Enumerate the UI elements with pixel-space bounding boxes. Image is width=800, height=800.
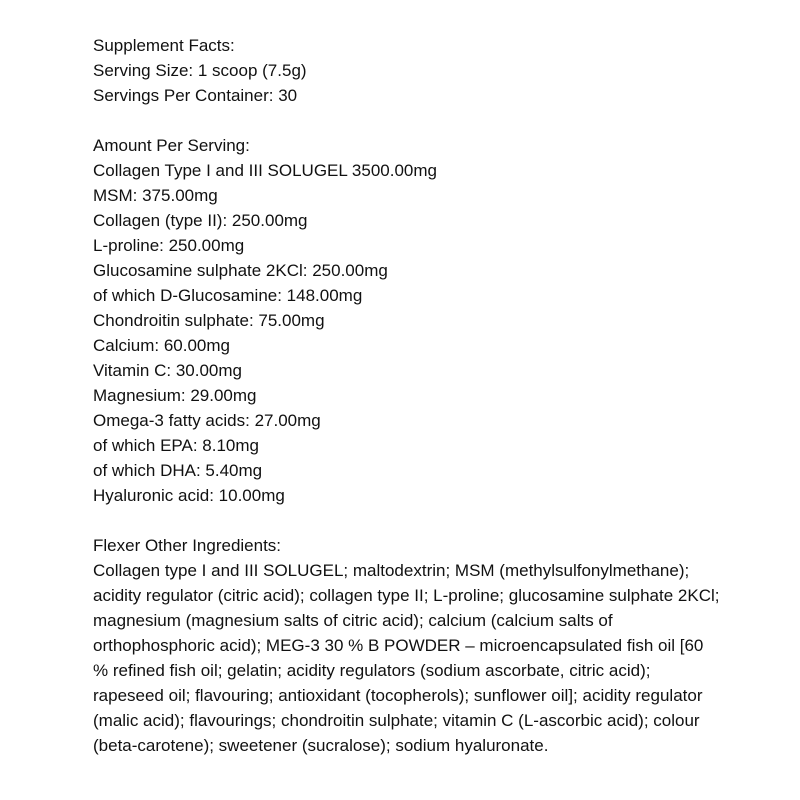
- servings-per-container: Servings Per Container: 30: [93, 86, 298, 105]
- nutrient-item: Chondroitin sulphate: 75.00mg: [93, 311, 325, 330]
- nutrient-item: of which D-Glucosamine: 148.00mg: [93, 286, 363, 305]
- section-spacer: [93, 508, 733, 533]
- nutrient-item: Glucosamine sulphate 2KCl: 250.00mg: [93, 261, 388, 280]
- nutrient-item: Collagen Type I and III SOLUGEL 3500.00mg: [93, 161, 437, 180]
- other-ingredients-text: Collagen type I and III SOLUGEL; maltodextrin; MSM (methylsulfonylmethane); acidity regulator (citric acid); collagen type II; L-proline; glucosamine sulphate 2KCl; magnesium (magnesium salts of citric acid); calcium (calcium salts of orthophosphoric acid); MEG-3 30 % B POWDER – microencapsulated fish oil [60 % refined fish oil; gelatin; acidity regulators (sodium ascorbate, citric acid); rapeseed oil; flavouring; antioxidant (tocopherols); sunflower oil]; acidity regulator (malic acid); flavourings; chondroitin sulphate; vitamin C (L-ascorbic acid); colour (beta-carotene); sweetener (sucralose); sodium hyaluronate.: [93, 561, 720, 755]
- serving-size: Serving Size: 1 scoop (7.5g): [93, 61, 307, 80]
- nutrient-item: Collagen (type II): 250.00mg: [93, 211, 308, 230]
- nutrient-item: Vitamin C: 30.00mg: [93, 361, 242, 380]
- nutrient-item: Magnesium: 29.00mg: [93, 386, 257, 405]
- supplement-facts-document: [93, 33, 733, 758]
- nutrient-list: [93, 158, 733, 508]
- nutrient-item: of which DHA: 5.40mg: [93, 461, 263, 480]
- other-ingredients-heading: Flexer Other Ingredients:: [93, 536, 282, 555]
- nutrient-item: Calcium: 60.00mg: [93, 336, 231, 355]
- section-spacer: [93, 108, 733, 133]
- nutrient-item: of which EPA: 8.10mg: [93, 436, 259, 455]
- nutrient-item: MSM: 375.00mg: [93, 186, 218, 205]
- amount-per-serving-heading: Amount Per Serving:: [93, 136, 250, 155]
- facts-title: Supplement Facts:: [93, 36, 235, 55]
- nutrient-item: L-proline: 250.00mg: [93, 236, 245, 255]
- nutrient-item: Hyaluronic acid: 10.00mg: [93, 486, 285, 505]
- nutrient-item: Omega-3 fatty acids: 27.00mg: [93, 411, 321, 430]
